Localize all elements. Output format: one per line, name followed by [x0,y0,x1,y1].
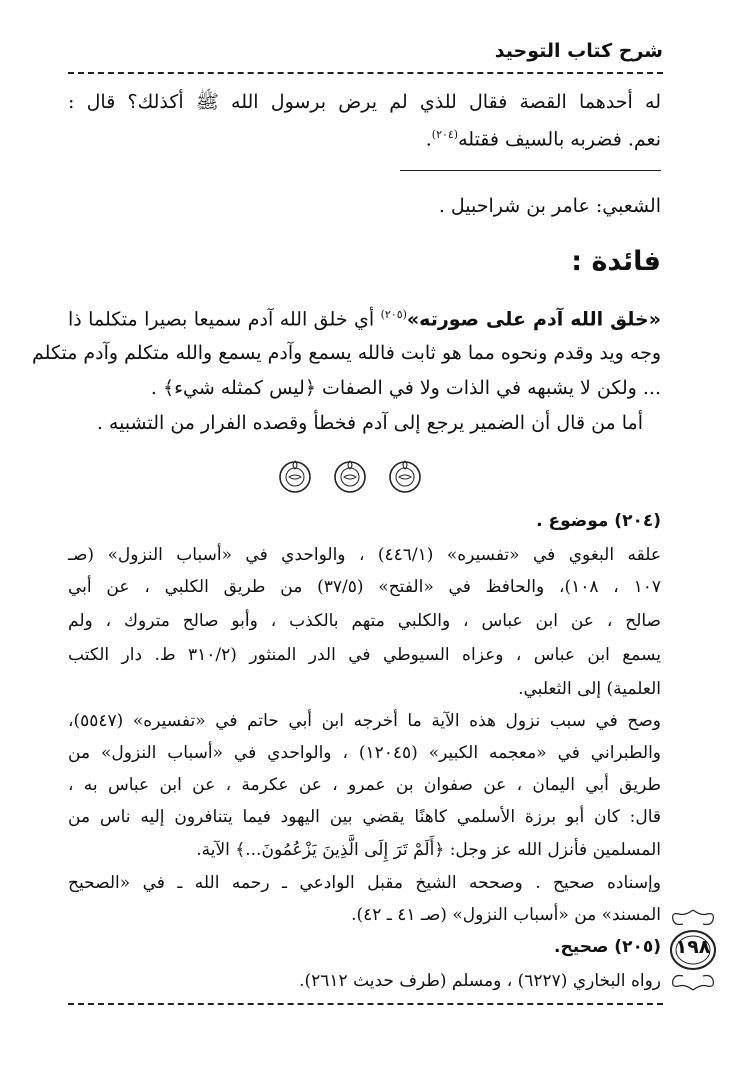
footnote-ref-204[interactable]: (٢٠٤) [431,128,459,141]
footnote-line: يسمع ابن عباس ، وعزاه السيوطي في الدر المنثور (٣١٠/٢ ط. دار الكتب [68,645,661,665]
footnote-line: المسلمين فأنزل الله عز وجل: ﴿أَلَمْ تَرَ إِلَى الَّذِينَ يَزْعُمُونَ...﴾ الآية. [196,840,661,860]
footnote-line: صالح ، عن ابن عباس ، والكلبي متهم بالكذب ، وأبو صالح متروك ، ولم [68,611,661,631]
footnote-line: ١٠٧ ، ١٠٨)، والحافظ في «الفتح» (٣٧/٥) من طريق الكلبي ، عن أبي [68,577,662,597]
section-divider [400,170,661,171]
footnote-line: رواه البخاري (٦٢٢٧) ، ومسلم (طرف حديث ٢٦١٢). [299,971,661,991]
main-line-1: له أحدهما القصة فقال للذي لم يرض برسول الله ﷺ أكذلك؟ قال : [68,91,661,113]
main-line-6: ... ولكن لا يشبهه في الذات ولا في الصفات ﴿ليس كمثله شيء﴾ . [150,377,661,399]
flower-ornament-icon [330,455,370,495]
page-number: ١٩٨ [675,936,711,958]
main-line-2 [426,128,661,150]
footnote-line: طريق أبي اليمان ، عن صفوان بن عمرو ، عن عكرمة ، عن ابن عباس به ، [68,775,661,795]
flower-ornament-icon [385,455,425,495]
main-text-segment: نعم. فضربه بالسيف فقتله [458,128,661,151]
main-line-5: وجه ويد وقدم ونحوه مما هو ثابت فالله يسمع وآدم يسمع والله متكلم وآدم متكلم [32,342,661,364]
ornament-row [275,455,425,497]
main-text-segment: . [425,128,432,151]
footnote-line: قال: كان أبو برزة الأسلمي كاهنًا يقضي بين اليهود فيما يتنافرون إليه ناس من [68,807,661,827]
running-title: شرح كتاب التوحيد [494,40,663,62]
section-heading: فائدة : [571,246,661,277]
footnote-line: والطبراني في «معجمه الكبير» (١٢٠٤٥) ، والواحدي في «أسباب النزول» من [68,743,661,763]
main-text-segment: أي خلق الله آدم سميعا بصيرا متكلما ذا [68,308,381,331]
footnote-line: وصح في سبب نزول هذه الآية ما أخرجه ابن أبي حاتم في «تفسيره» (٥٥٤٧)، [68,711,661,731]
footnote-line: علقه البغوي في «تفسيره» (٤٤٦/١) ، والواحدي في «أسباب النزول» (صـ [68,545,661,565]
footnote-line: المسند» من «أسباب النزول» (صـ ٤١ ـ ٤٢). [351,905,661,925]
footnote-204-title: (٢٠٤) موضوع . [536,511,661,531]
main-line-4 [68,308,661,330]
main-line-3: الشعبي: عامر بن شراحبيل . [438,195,661,217]
main-line-7: أما من قال أن الضمير يرجع إلى آدم فخطأ وقصده الفرار من التشبيه . [96,412,643,434]
footer-divider [68,1003,663,1005]
footnote-ref-205[interactable]: (٢٠٥) [380,308,407,321]
footnote-205-title: (٢٠٥) صحيح. [554,937,661,957]
hadith-text: «خلق الله آدم على صورته» [406,308,661,331]
footnote-line: وإسناده صحيح . وصححه الشيخ مقبل الوادعي ـ رحمه الله ـ في «الصحيح [68,873,661,893]
footnote-line: العلمية) إلى الثعلبي. [518,679,661,699]
flower-ornament-icon [275,455,315,495]
header-divider [68,72,663,74]
